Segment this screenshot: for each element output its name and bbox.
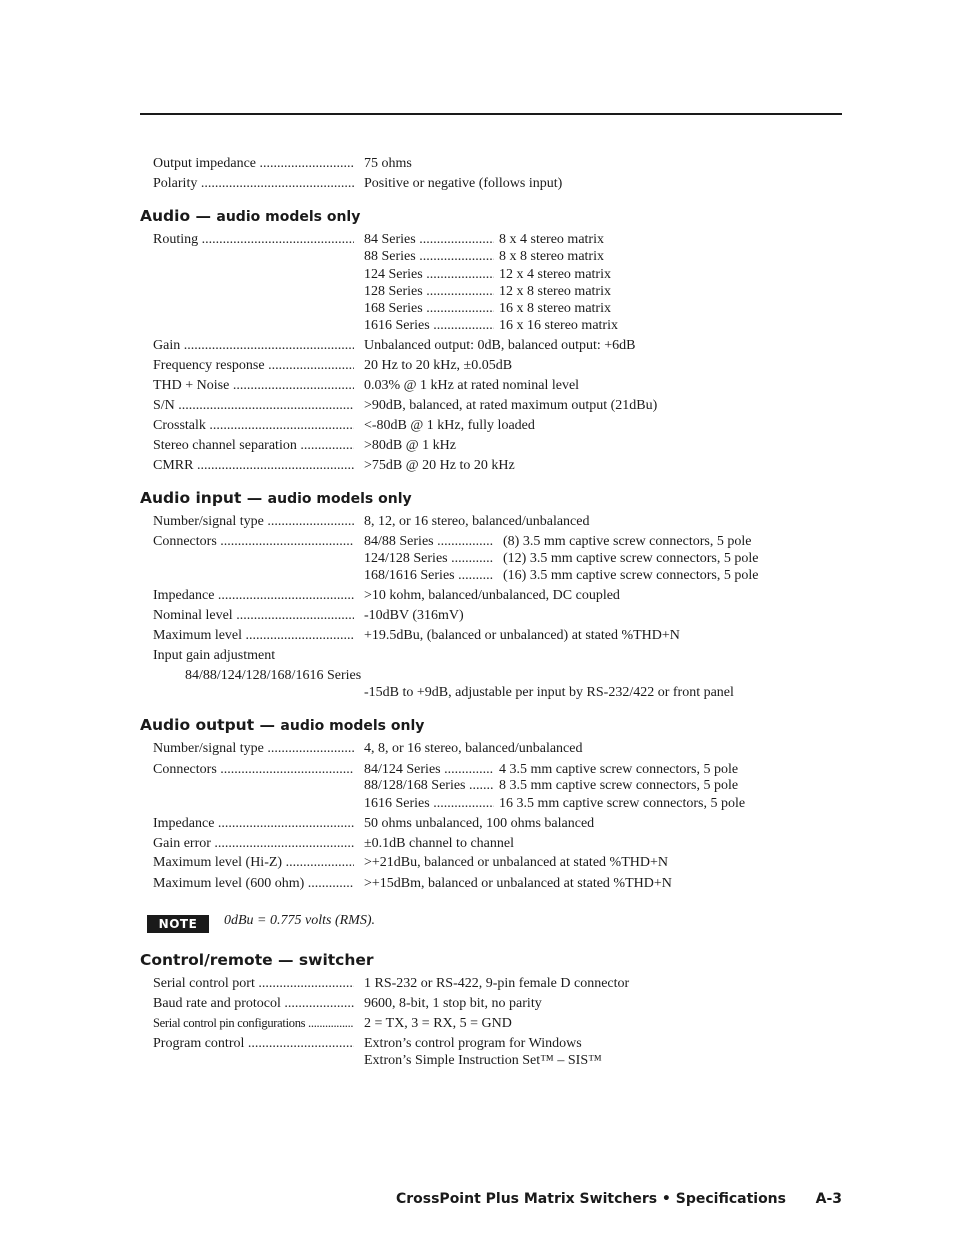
series-value: 16 x 8 stereo matrix bbox=[499, 301, 611, 316]
spec-value: <-80dB @ 1 kHz, fully loaded bbox=[364, 418, 535, 433]
heading-main: Audio — bbox=[140, 207, 217, 225]
series-label: 168/1616 Series ..... bbox=[364, 567, 494, 584]
spec-value: >90dB, balanced, at rated maximum output (21dBu) bbox=[364, 398, 658, 413]
spec-value: ±0.1dB channel to channel bbox=[364, 836, 514, 851]
spec-value: +19.5dBu, (balanced or unbalanced) at stated %THD+N bbox=[364, 628, 680, 643]
spec-value: 2 = TX, 3 = RX, 5 = GND bbox=[364, 1016, 512, 1031]
heading-sub: audio models only bbox=[267, 491, 412, 507]
series-label: 1616 Series ..... bbox=[364, 795, 494, 812]
series-value: 4 3.5 mm captive screw connectors, 5 pole bbox=[499, 762, 739, 777]
spec-label: Connectors ..... bbox=[153, 761, 354, 778]
spec-value: Extron’s control program for Windows bbox=[364, 1036, 582, 1051]
series-value: 8 x 8 stereo matrix bbox=[499, 249, 604, 264]
series-value: (16) 3.5 mm captive screw connectors, 5 pole bbox=[503, 568, 759, 583]
spec-value: 75 ohms bbox=[364, 156, 412, 171]
series-label: 1616 Series ..... bbox=[364, 317, 494, 334]
section-heading-audio-input bbox=[140, 489, 412, 507]
series-label: 84/88 Series ..... bbox=[364, 533, 494, 550]
series-label: 84/88/124/128/168/1616 Series bbox=[185, 668, 362, 683]
series-label: 124/128 Series ..... bbox=[364, 550, 494, 567]
spec-label: Routing ..... bbox=[153, 231, 354, 248]
series-label: 84 Series ..... bbox=[364, 231, 494, 248]
spec-value: >75dB @ 20 Hz to 20 kHz bbox=[364, 458, 515, 473]
spec-label: Maximum level (600 ohm) ..... bbox=[153, 875, 354, 892]
note-text: 0dBu = 0.775 volts (RMS). bbox=[224, 913, 375, 928]
spec-label: Connectors ..... bbox=[153, 533, 354, 550]
series-value: 8 3.5 mm captive screw connectors, 5 pole bbox=[499, 778, 739, 793]
header-rule bbox=[140, 113, 842, 115]
spec-label: Polarity ..... bbox=[153, 175, 354, 192]
series-value: 12 x 4 stereo matrix bbox=[499, 267, 611, 282]
spec-label: Crosstalk ..... bbox=[153, 417, 354, 434]
spec-value: -15dB to +9dB, adjustable per input by RS-232/422 or front panel bbox=[364, 685, 734, 700]
spec-label: Input gain adjustment bbox=[153, 648, 276, 663]
series-value: 16 x 16 stereo matrix bbox=[499, 318, 618, 333]
spec-value: 1 RS-232 or RS-422, 9-pin female D connector bbox=[364, 976, 630, 991]
section-heading-audio-output bbox=[140, 716, 424, 734]
spec-label: Nominal level ..... bbox=[153, 607, 354, 624]
spec-label: Baud rate and protocol ..... bbox=[153, 995, 354, 1012]
spec-label: Number/signal type ..... bbox=[153, 740, 354, 757]
spec-value: -10dBV (316mV) bbox=[364, 608, 464, 623]
series-label: 168 Series ..... bbox=[364, 300, 494, 317]
spec-value: 4, 8, or 16 stereo, balanced/unbalanced bbox=[364, 741, 583, 756]
spec-value: Extron’s Simple Instruction Set™ – SIS™ bbox=[364, 1053, 602, 1068]
spec-value: >10 kohm, balanced/unbalanced, DC coupled bbox=[364, 588, 620, 603]
series-value: (12) 3.5 mm captive screw connectors, 5 pole bbox=[503, 551, 759, 566]
spec-label: Serial control port ..... bbox=[153, 975, 354, 992]
series-label: 88/128/168 Series ..... bbox=[364, 777, 494, 794]
series-label: 124 Series ..... bbox=[364, 266, 494, 283]
spec-value: Unbalanced output: 0dB, balanced output: +6dB bbox=[364, 338, 636, 353]
series-value: 16 3.5 mm captive screw connectors, 5 pole bbox=[499, 796, 746, 811]
spec-value: 20 Hz to 20 kHz, ±0.05dB bbox=[364, 358, 513, 373]
spec-label: S/N ..... bbox=[153, 397, 354, 414]
spec-value: >80dB @ 1 kHz bbox=[364, 438, 456, 453]
section-heading-audio bbox=[140, 207, 360, 225]
spec-value: >+21dBu, balanced or unbalanced at stated %THD+N bbox=[364, 855, 668, 870]
series-label: 88 Series ..... bbox=[364, 248, 494, 265]
spec-label: Frequency response ..... bbox=[153, 357, 354, 374]
series-label: 128 Series ..... bbox=[364, 283, 494, 300]
spec-value: 8, 12, or 16 stereo, balanced/unbalanced bbox=[364, 514, 590, 529]
section-heading-control: Control/remote — switcher bbox=[140, 951, 374, 969]
series-value: 8 x 4 stereo matrix bbox=[499, 232, 604, 247]
heading-sub: audio models only bbox=[280, 718, 425, 734]
spec-label: Gain error ..... bbox=[153, 835, 354, 852]
footer-title: CrossPoint Plus Matrix Switchers • Specifications bbox=[395, 1191, 786, 1207]
spec-value: 0.03% @ 1 kHz at rated nominal level bbox=[364, 378, 580, 393]
spec-label: Impedance ..... bbox=[153, 815, 354, 832]
spec-label: Number/signal type ..... bbox=[153, 513, 354, 530]
spec-value: 50 ohms unbalanced, 100 ohms balanced bbox=[364, 816, 595, 831]
spec-value: Positive or negative (follows input) bbox=[364, 176, 563, 191]
spec-label: Maximum level ..... bbox=[153, 627, 354, 644]
heading-main: Audio output — bbox=[140, 716, 281, 734]
spec-label: Gain ..... bbox=[153, 337, 354, 354]
spec-value: 9600, 8-bit, 1 stop bit, no parity bbox=[364, 996, 542, 1011]
heading-sub: audio models only bbox=[216, 209, 361, 225]
spec-label: Output impedance ..... bbox=[153, 155, 354, 172]
series-label: 84/124 Series ..... bbox=[364, 761, 494, 778]
heading-main: Audio input — bbox=[140, 489, 268, 507]
page-number: A-3 bbox=[815, 1191, 842, 1207]
spec-label: Serial control pin configurations ..... bbox=[153, 1015, 354, 1032]
spec-label: Impedance ..... bbox=[153, 587, 354, 604]
spec-value: >+15dBm, balanced or unbalanced at stated %THD+N bbox=[364, 876, 672, 891]
spec-label: THD + Noise ..... bbox=[153, 377, 354, 394]
spec-label: Stereo channel separation ..... bbox=[153, 437, 354, 454]
note-badge: NOTE bbox=[147, 915, 209, 933]
spec-label: Program control ..... bbox=[153, 1035, 354, 1052]
series-value: 12 x 8 stereo matrix bbox=[499, 284, 611, 299]
series-value: (8) 3.5 mm captive screw connectors, 5 pole bbox=[503, 534, 752, 549]
spec-label: Maximum level (Hi-Z) ..... bbox=[153, 854, 354, 871]
spec-label: CMRR ..... bbox=[153, 457, 354, 474]
